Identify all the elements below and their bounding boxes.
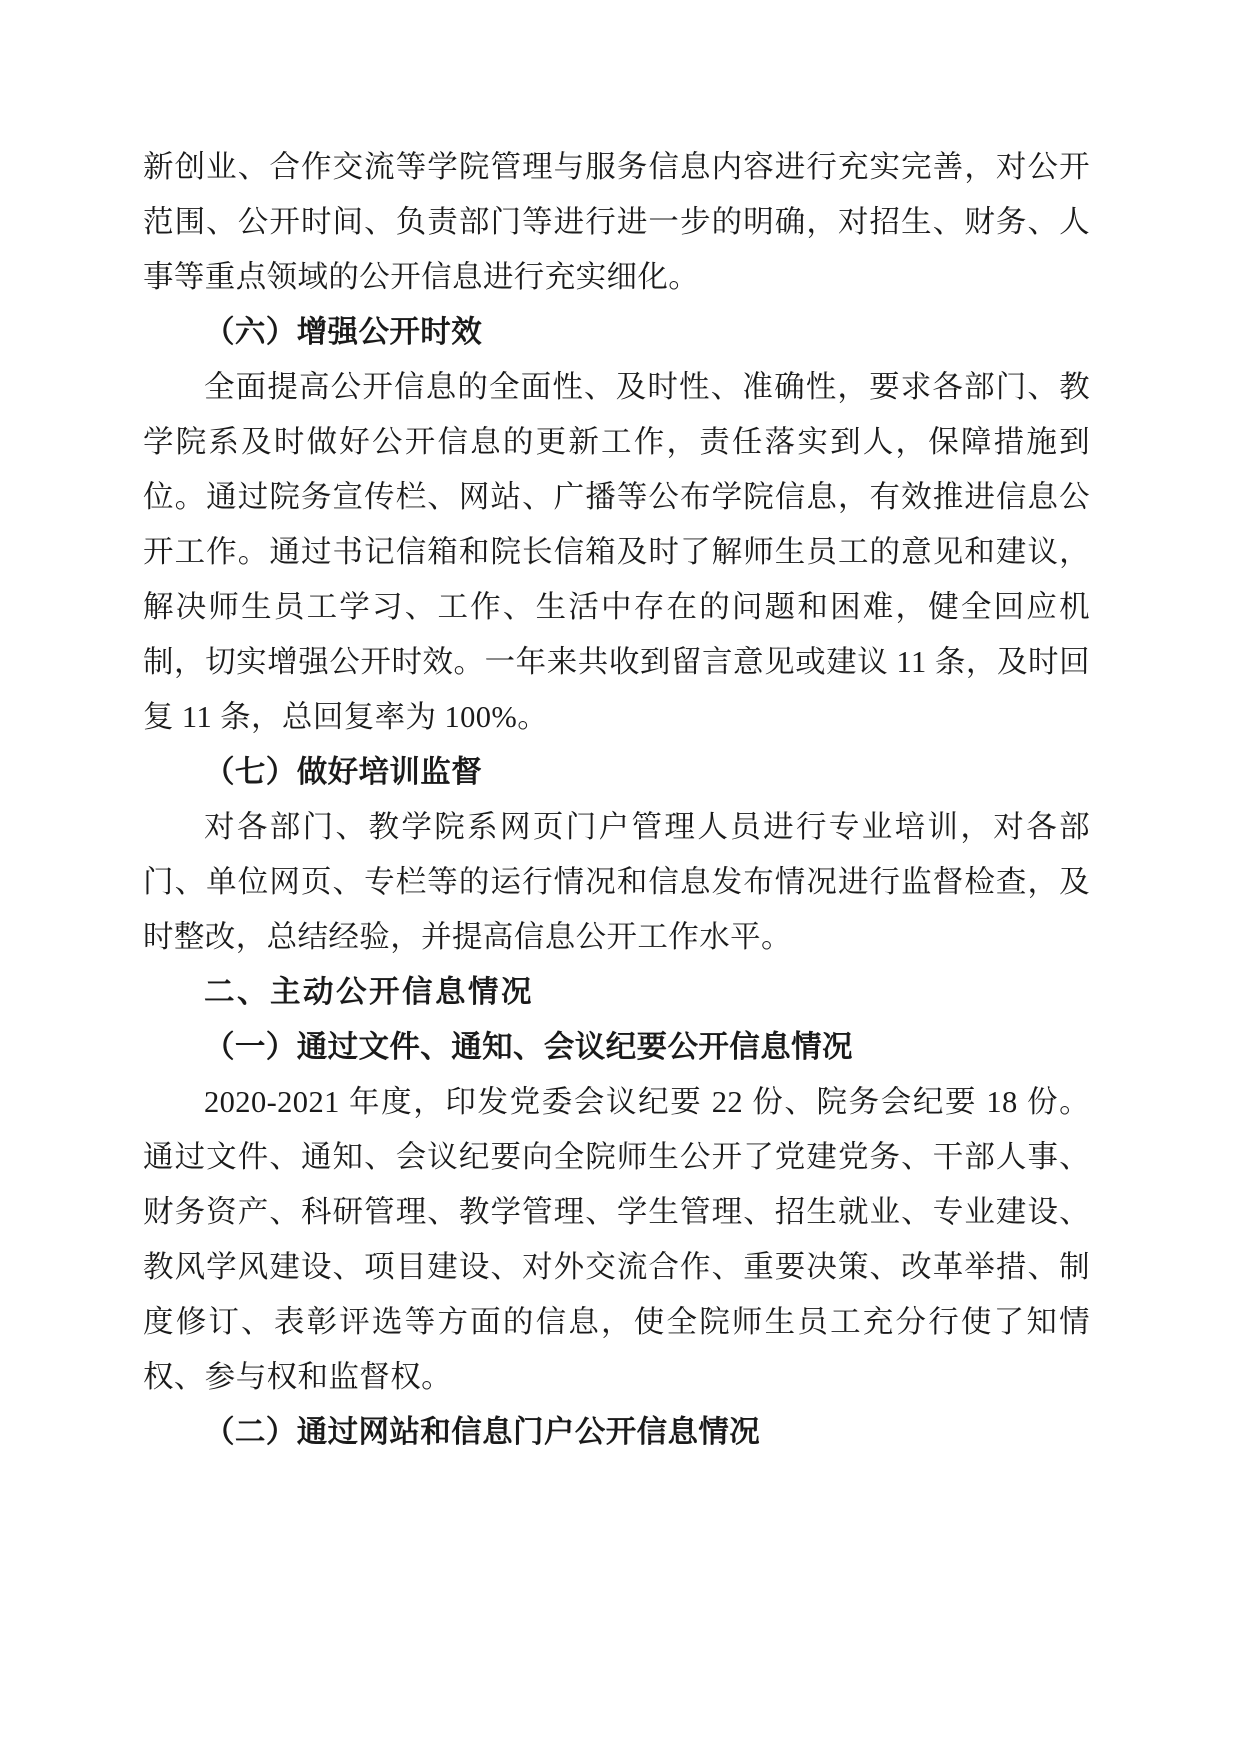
paragraph-one-body: 2020-2021 年度，印发党委会议纪要 22 份、院务会纪要 18 份。通过文件、通知、会议纪要向全院师生公开了党建党务、干部人事、财务资产、科研管理、教学管理、学生管理、招生就业、专业建设、教风学风建设、项目建设、对外交流合作、重要决策、改革举措、制度修订、表彰评选等方面的信息，使全院师生员工充分行使了知情权、参与权和监督权。 bbox=[143, 1085, 1090, 1394]
paragraph-continuation: 新创业、合作交流等学院管理与服务信息内容进行充实完善，对公开范围、公开时间、负责部门等进行进一步的明确，对招生、财务、人事等重点领域的公开信息进行充实细化。 bbox=[143, 150, 1090, 294]
document-body bbox=[143, 140, 1090, 1460]
subsection-heading-two: （二）通过网站和信息门户公开信息情况 bbox=[204, 1415, 761, 1449]
subsection-heading-seven: （七）做好培训监督 bbox=[204, 755, 483, 789]
paragraph-seven-body: 对各部门、教学院系网页门户管理人员进行专业培训，对各部门、单位网页、专栏等的运行情况和信息发布情况进行监督检查，及时整改，总结经验，并提高信息公开工作水平。 bbox=[143, 810, 1090, 954]
subsection-heading-six: （六）增强公开时效 bbox=[204, 315, 483, 349]
subsection-heading-one: （一）通过文件、通知、会议纪要公开信息情况 bbox=[204, 1030, 853, 1064]
section-heading-two: 二、主动公开信息情况 bbox=[204, 975, 534, 1009]
paragraph-six-body: 全面提高公开信息的全面性、及时性、准确性，要求各部门、教学院系及时做好公开信息的更新工作，责任落实到人，保障措施到位。通过院务宣传栏、网站、广播等公布学院信息，有效推进信息公开工作。通过书记信箱和院长信箱及时了解师生员工的意见和建议，解决师生员工学习、工作、生活中存在的问题和困难，健全回应机制，切实增强公开时效。一年来共收到留言意见或建议 11 条，及时回复 11 条，总回复率为 100%。 bbox=[143, 370, 1090, 734]
